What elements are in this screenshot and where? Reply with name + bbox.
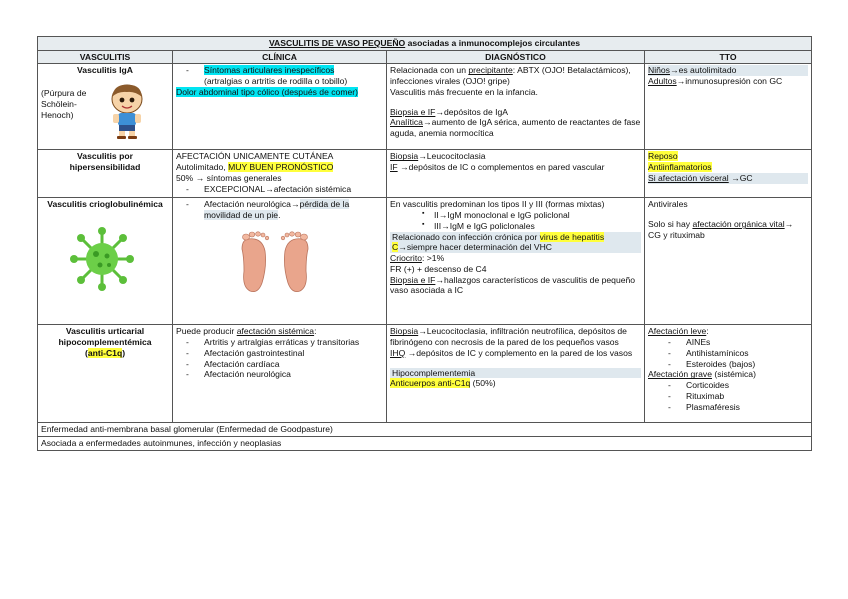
hiper-dx-1: Biopsia→Leucocitoclasia <box>390 151 486 162</box>
crio-dx-7: Biopsia e IF→hallazgos característicos de vasculitis de pequeño vaso asociada a IC <box>390 274 636 296</box>
urt-clin-list <box>176 337 383 380</box>
list-item <box>176 65 383 86</box>
urt-dx-4: Anticuerpos anti-C1q (50%) <box>390 378 496 389</box>
hiper-name: Vasculitis por hipersensibilidad <box>69 151 141 173</box>
cell-urt-clinica <box>173 325 387 423</box>
cell-hiper-diagnostico <box>387 150 645 198</box>
cell-hiper-tto <box>645 150 812 198</box>
cell-crio-diagnostico <box>387 198 645 325</box>
iga-dx-3: Biopsia e IF→depósitos de IgA <box>390 106 509 117</box>
table-row-crioglobulinemica <box>38 198 812 325</box>
cell-iga-clinica <box>173 64 387 150</box>
feet-icon <box>232 231 322 297</box>
list-item: - AINEs <box>658 337 808 348</box>
list-item: - Esteroides (bajos) <box>658 359 808 370</box>
cell-urt-name <box>38 325 173 423</box>
crio-name: Vasculitis crioglobulinémica <box>47 199 163 210</box>
goodpasture-row-text: Enfermedad anti-membrana basal glomerular (Enfermedad de Goodpasture) <box>38 423 812 437</box>
hiper-clin-list <box>176 184 383 195</box>
cell-crio-tto <box>645 198 812 325</box>
crio-dx-4: Relacionado con infección crónica por virus de hepatitis C→siempre hacer determinación del VHC <box>390 232 641 253</box>
crio-clin-list <box>176 199 383 220</box>
urt-leve-list <box>658 337 808 369</box>
urt-tto-1: Afectación leve: <box>648 326 709 337</box>
table-row-asociada <box>38 437 812 451</box>
table-row-urticarial <box>38 325 812 423</box>
crio-dx-6: FR (+) + descenso de C4 <box>390 263 487 274</box>
asociada-row-text: Asociada a enfermedades autoinmunes, infección y neoplasias <box>38 437 812 451</box>
urt-grave-list <box>658 380 808 412</box>
vasculitis-table <box>37 36 812 451</box>
iga-subtitle: (Púrpura de Schölein-Henoch) <box>41 88 87 120</box>
iga-clin-1: Síntomas articulares inespecíficos <box>204 65 335 76</box>
vasculitis-table-sheet <box>37 36 811 451</box>
cell-iga-diagnostico <box>387 64 645 150</box>
iga-dx-2: Vasculitis más frecuente en la infancia. <box>390 86 538 97</box>
title-main: VASCULITIS DE VASO PEQUEÑO <box>268 38 406 48</box>
cell-urt-diagnostico <box>387 325 645 423</box>
iga-clin-2: Dolor abdominal tipo cólico (después de comer) <box>176 86 358 97</box>
table-row-iga <box>38 64 812 150</box>
hiper-clin-3: 50% → síntomas generales <box>176 172 282 183</box>
urt-dx-3: Hipocomplementemia <box>390 368 641 379</box>
cell-iga-name <box>38 64 173 150</box>
cell-crio-name <box>38 198 173 325</box>
table-title-row <box>38 37 812 51</box>
hiper-tto-1: Reposo <box>648 151 678 162</box>
header-row <box>38 50 812 64</box>
list-item: - Afectación cardíaca <box>176 359 383 370</box>
urt-anti-c1q-tag: anti-C1q <box>87 347 123 358</box>
crio-dx-types-list <box>390 210 641 231</box>
list-item: - Afectación gastrointestinal <box>176 348 383 359</box>
list-item: - Afectación neurológica→pérdida de la movilidad de un pie. <box>176 199 383 220</box>
iga-clin-1b: (artralgias o artritis de rodilla o tobillo) <box>204 76 348 87</box>
header-clinica: CLÍNICA <box>173 50 387 64</box>
list-item: - Rituximab <box>658 391 808 402</box>
urt-tto-2: Afectación grave (sistémica) <box>648 369 756 380</box>
cell-iga-tto <box>645 64 812 150</box>
urt-dx-2: IHQ →depósitos de IC y complemento en la pared de los vasos <box>390 347 633 358</box>
hiper-tto-3: Si afectación visceral →GC <box>648 173 808 184</box>
hiper-dx-2: IF →depósitos de IC o complementos en pared vascular <box>390 162 605 173</box>
iga-dx-4: Analítica→aumento de IgA sérica, aumento de reactantes de fase aguda, anemia normocítica <box>390 117 641 139</box>
list-item: ▪ III→IgM e IgG policlonales <box>390 221 641 232</box>
urt-clin-0: Puede producir afectación sistémica: <box>176 326 317 337</box>
table-title <box>38 37 812 51</box>
iga-tto-1: Niños→es autolimitado <box>648 65 808 76</box>
crio-dx-5: Criocrito: >1% <box>390 253 445 264</box>
header-tto: TTO <box>645 50 812 64</box>
virus-icon <box>69 226 135 292</box>
cell-hiper-name <box>38 150 173 198</box>
table-row-goodpasture <box>38 423 812 437</box>
urt-name: Vasculitis urticarial hipocomplementémica (anti-C1q) <box>58 326 152 358</box>
crio-dx-1: En vasculitis predominan los tipos II y III (formas mixtas) <box>390 199 605 210</box>
hiper-clin-1: AFECTACIÓN UNICAMENTE CUTÁNEA <box>176 151 334 162</box>
child-cartoon-icon <box>105 82 149 140</box>
cell-hiper-clinica <box>173 150 387 198</box>
list-item: - Plasmaféresis <box>658 402 808 413</box>
cell-crio-clinica <box>173 198 387 325</box>
iga-name: Vasculitis IgA <box>77 65 133 76</box>
list-item: - EXCEPCIONAL→afectación sistémica <box>176 184 383 195</box>
list-item: - Antihistamínicos <box>658 348 808 359</box>
list-item: - Artritis y artralgias erráticas y transitorias <box>176 337 383 348</box>
crio-tto-1: Antivirales <box>648 199 688 210</box>
list-item: - Corticoides <box>658 380 808 391</box>
crio-tto-2: Solo si hay afectación orgánica vital→ CG y rituximab <box>648 219 794 240</box>
table-row-hipersensibilidad <box>38 150 812 198</box>
list-item: - Afectación neurológica <box>176 369 383 380</box>
header-diagnostico: DIAGNÓSTICO <box>387 50 645 64</box>
iga-clinica-list <box>176 65 383 86</box>
iga-dx-1: Relacionada con un precipitante: ABTX (OJO! Betalactámicos), infecciones virales (OJO! gripe) <box>390 65 631 87</box>
urt-dx-1: Biopsia→Leucocitoclasia, infiltración neutrofílica, depósitos de fibrinógeno con necrosis de la pared de los pequeños vasos <box>390 326 627 348</box>
list-item: ▪ II→IgM monoclonal e IgG policlonal <box>390 210 641 221</box>
iga-tto-2: Adultos→inmunosupresión con GC <box>648 76 783 87</box>
header-vasculitis: VASCULITIS <box>38 50 173 64</box>
cell-urt-tto <box>645 325 812 423</box>
hiper-tto-2: Antiinflamatorios <box>648 162 712 173</box>
hiper-clin-2: Autolimitado, MUY BUEN PRONÓSTICO <box>176 162 334 173</box>
title-rest: asociadas a inmunocomplejos circulantes <box>405 38 581 48</box>
